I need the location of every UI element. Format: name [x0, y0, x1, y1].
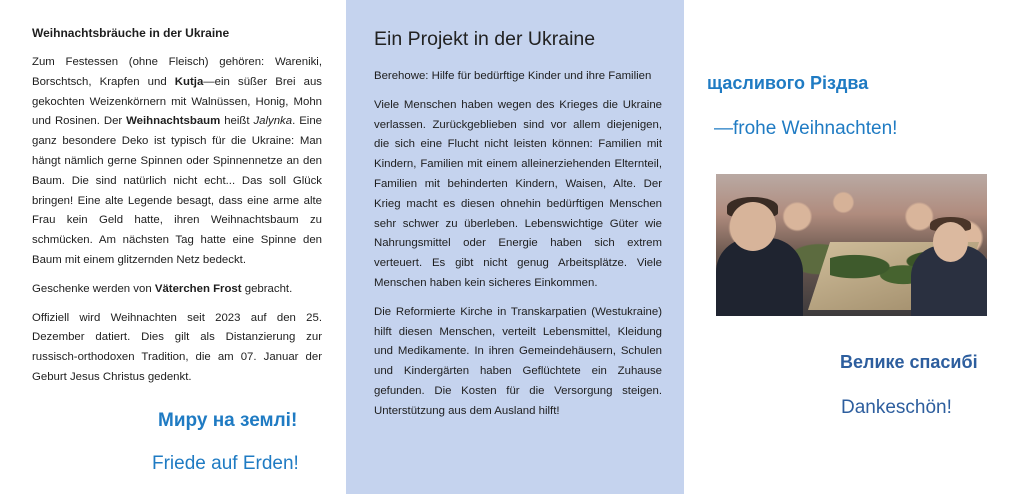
- photo-child-face: [933, 222, 968, 262]
- text-run: —ein süßer Brei aus gekochten Weizenkörnern mit Walnüssen, Honig, Mohn und Rosinen. Der: [32, 75, 322, 128]
- thanks-german: Dankeschön!: [841, 397, 952, 418]
- project-paragraph-church: Die Reformierte Kirche in Transkarpatien (Westukraine) hilft diesen Menschen, verteilt Lebensmittel, Kleidung und Medikamente. In ihren Gemeindehäusern, Schulen und Kindergärten haben Geflüchtete ein Zuhause gefunden. Die Kosten für die Versorgung steigen. Unterstützung aus dem Ausland hilft!: [374, 305, 662, 417]
- text-run: heißt: [220, 115, 254, 128]
- project-title: Ein Projekt in der Ukraine: [374, 28, 596, 50]
- customs-paragraph-date: Offiziell wird Weihnachten seit 2023 auf den 25. Dezember datiert. Dies gilt als Distanzierung zur russisch-orthodoxen Tradition, die am 07. Januar der Geburt Jesus Christus gedenkt.: [32, 311, 322, 383]
- customs-paragraph-gifts: [32, 280, 322, 300]
- text-run: Zum Festessen (ohne Fleisch) gehören: Wareniki, Borschtsch, Krapfen und: [32, 56, 322, 88]
- customs-heading: Weihnachtsbräuche in der Ukraine: [32, 26, 230, 40]
- project-subtitle: Berehowe: Hilfe für bedürftige Kinder und ihre Familien: [374, 70, 652, 82]
- project-panel: [346, 0, 684, 494]
- customs-paragraph-food: [32, 53, 322, 271]
- kutja-term: Kutja: [174, 75, 204, 88]
- christmas-tree-term: Weihnachtsbaum: [126, 115, 221, 128]
- greeting-christmas-german: —frohe Weihnachten!: [714, 118, 898, 139]
- father-frost-term: Väterchen Frost: [154, 282, 242, 295]
- project-paragraph-situation: Viele Menschen haben wegen des Krieges die Ukraine verlassen. Zurückgeblieben sind vor allem diejenigen, die sich eine Flucht nicht leisten können: Familien mit Kindern, Familien mit einem alleinerziehenden Elternteil, Familien mit behinderten Kindern, Waisen, Alte. Der Krieg macht es diesen ohnehin bedürftigen Menschen sehr schwer zu überleben. Lebenswichtige Güter wie Nahrungsmittel oder Energie haben sich extrem verteuert. Es gibt nicht genug Arbeitsplätze. Viele Menschen haben kein sicheres Einkommen.: [374, 98, 662, 289]
- text-run: gebracht.: [241, 282, 293, 295]
- children-photo: [716, 174, 987, 316]
- jalynka-term: Jalynka: [253, 115, 293, 128]
- text-run: Geschenke werden von: [32, 282, 155, 295]
- thanks-ukrainian: Велике спасибі: [840, 352, 978, 372]
- greeting-peace-german: Friede auf Erden!: [152, 453, 299, 474]
- greeting-peace-ukrainian: Миру на землі!: [158, 410, 298, 431]
- greeting-christmas-ukrainian: щасливого Різдва: [707, 73, 869, 93]
- photo-child-face: [730, 202, 776, 250]
- text-run: . Eine ganz besondere Deko ist typisch für die Ukraine: Man hängt nämlich gerne Spinnen oder Spinnennetze an den Baum. Die sind natürlich nicht echt... Das soll Glück bringen! Eine alte Legende besagt, dass eine arme alte Frau kein Geld hatte, ihren Weihnachtsbaum zu schmücken. Am nächsten Tag hatte eine Spinne den Baum mit einem glitzernden Netz bedeckt.: [32, 115, 322, 266]
